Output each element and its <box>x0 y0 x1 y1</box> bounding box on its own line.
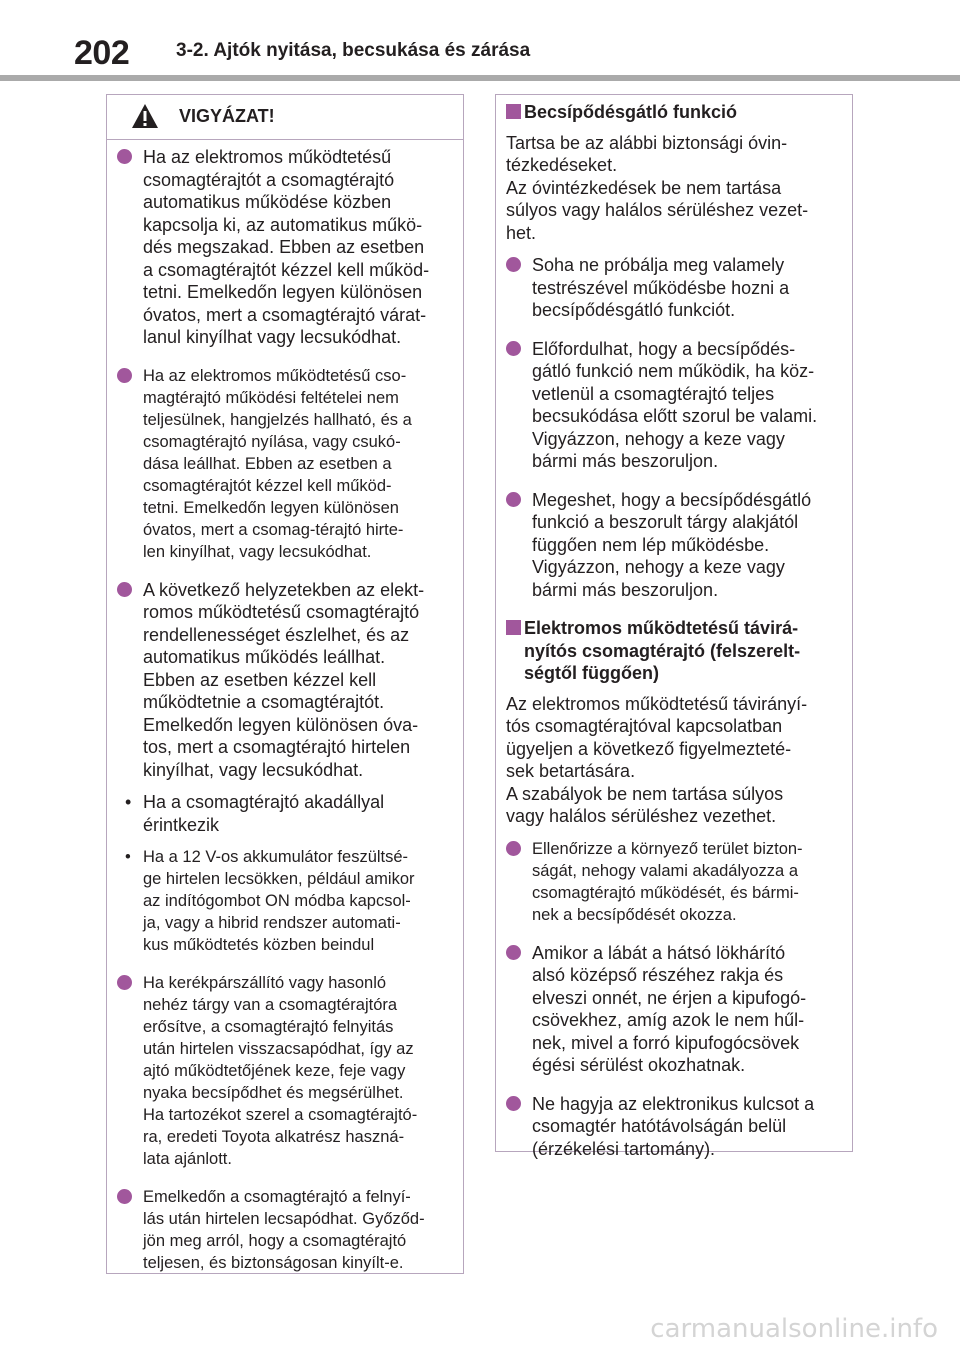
text-line: óvatos, mert a csomagtérajtó várat- <box>143 304 427 325</box>
text-line: testrészével működésbe hozni a <box>532 277 790 298</box>
bullet-icon <box>506 841 521 856</box>
text-line: csomagtérajtót kézzel kell működ- <box>143 476 392 495</box>
dash-item <box>117 791 449 836</box>
text-line: ügyeljen a következő figyelmezteté- <box>506 738 792 759</box>
caution-box <box>106 94 464 1274</box>
paragraph <box>506 693 838 828</box>
text-line: kus működtetés közben beindul <box>143 936 375 954</box>
section-title: 3-2. Ajtók nyitása, becsukása és zárása <box>176 40 531 61</box>
text-line: nek, mivel a forró kipufogócsövek <box>532 1032 800 1053</box>
text-line: automatikus működése közben <box>143 192 392 212</box>
text-line: Megeshet, hogy a becsípődésgátló <box>532 489 812 510</box>
text-line: kapcsolja ki, az automatikus műkö- <box>143 214 423 235</box>
text-line: Soha ne próbálja meg valamely <box>532 255 785 275</box>
text-line: tézkedéseket. <box>506 155 618 175</box>
text-line: lata ajánlott. <box>143 1150 232 1168</box>
text-line: A következő helyzetekben az elekt- <box>143 579 425 600</box>
list-item <box>506 338 838 473</box>
list-item <box>117 146 449 349</box>
text-line: Ha az elektromos működtetésű cso- <box>143 366 407 385</box>
text-line: Ha a 12 V-os akkumulátor feszültsé- <box>143 848 409 866</box>
text-line: csomagtér hatótávolságán belül <box>532 1116 787 1136</box>
text-line: égési sérülést okozhatnak. <box>532 1055 746 1075</box>
heading-text: Elektromos működtetésű távirá- <box>524 618 799 638</box>
text-line: jön meg arról, hogy a csomagtérajtó <box>143 1232 407 1250</box>
text-line: csövekhez, amíg azok le nem hűl- <box>532 1010 805 1030</box>
text-line: nehéz tárgy van a csomagtérajtóra <box>143 996 398 1014</box>
dash-bullet: • <box>125 848 131 866</box>
text-line: sek betartására. <box>506 761 636 781</box>
heading-text: nyítós csomagtérajtó (felszerelt- <box>524 640 801 661</box>
text-line: Emelkedőn a csomagtérajtó a felnyí- <box>143 1188 411 1206</box>
text-line: het. <box>506 222 537 243</box>
text-line: (érzékelési tartomány). <box>532 1138 716 1159</box>
text-line: vagy halálos sérüléshez vezethet. <box>506 806 777 826</box>
text-line: magtérajtó működési feltételei nem <box>143 388 399 407</box>
text-line: becsípődésgátló funkciót. <box>532 300 736 320</box>
text-line: Ellenőrizze a környező terület bizton- <box>532 839 803 858</box>
text-line: ajtó működtetőjének keze, feje vagy <box>143 1062 406 1080</box>
text-line: után hirtelen visszacsapódhat, így az <box>143 1040 414 1058</box>
list-item <box>117 365 449 563</box>
text-line: dása leállhat. Ebben az esetben a <box>143 454 392 473</box>
square-bullet-icon <box>506 104 521 119</box>
text-line: Ne hagyja az elektronikus kulcsot a <box>532 1093 815 1114</box>
list-item <box>506 838 838 926</box>
list-item <box>506 1093 838 1161</box>
text-line: súlyos vagy halálos sérüléshez vezet- <box>506 200 809 220</box>
text-line: Vigyázzon, nehogy a keze vagy <box>532 428 785 449</box>
text-line: Előfordulhat, hogy a becsípődés- <box>532 338 796 359</box>
text-line: csomagtérajtó nyílása, vagy csukó- <box>143 432 401 451</box>
text-line: érintkezik <box>143 814 220 835</box>
text-line: Ha az elektromos működtetésű <box>143 147 392 167</box>
text-line: Tartsa be az alábbi biztonsági óvin- <box>506 132 788 153</box>
caution-body <box>107 140 463 1274</box>
text-line: bármi más beszoruljon. <box>532 579 719 600</box>
bullet-icon <box>117 368 132 383</box>
text-line: dés megszakad. Ebben az esetben <box>143 237 425 257</box>
bullet-icon <box>506 341 521 356</box>
bullet-icon <box>506 1096 521 1111</box>
text-line: Az elektromos működtetésű távirányí- <box>506 693 808 714</box>
text-line: becsukódása előtt szorul be valami. <box>532 406 818 426</box>
bullet-icon <box>506 492 521 507</box>
heading-text: ségtől függően) <box>524 663 659 683</box>
list-item <box>506 254 838 322</box>
square-bullet-icon <box>506 620 521 635</box>
text-line: nyaka becsípődhet és megsérülhet. <box>143 1084 404 1102</box>
dash-bullet: • <box>125 792 132 812</box>
list-item <box>506 489 838 602</box>
text-line: Ha kerékpárszállító vagy hasonló <box>143 974 387 992</box>
list-item <box>506 942 838 1077</box>
text-line: ge hirtelen lecsökken, például amikor <box>143 870 415 888</box>
info-body <box>496 95 852 1160</box>
bullet-icon <box>506 257 521 272</box>
list-item <box>117 972 449 1170</box>
caution-header <box>107 95 463 140</box>
text-line: kinyílhat, vagy lecsukódhat. <box>143 759 364 780</box>
bullet-icon <box>117 1189 132 1204</box>
text-line: teljesülnek, hangjelzés hallható, és a <box>143 410 412 429</box>
text-line: lás után hirtelen lecsapódhat. Győződ- <box>143 1210 425 1228</box>
text-line: Vigyázzon, nehogy a keze vagy <box>532 557 785 577</box>
text-line: az indítógombot ON módba kapcsol- <box>143 892 411 910</box>
dash-item <box>117 846 449 956</box>
text-line: Ha a csomagtérajtó akadállyal <box>143 792 385 812</box>
text-line: rendellenességet észlelhet, és az <box>143 624 410 645</box>
text-line: len kinyílhat, vagy lecsukódhat. <box>143 542 372 561</box>
bullet-icon <box>117 582 132 597</box>
paragraph <box>506 132 838 245</box>
text-line: Ebben az esetben kézzel kell <box>143 669 377 690</box>
bullet-icon <box>117 149 132 164</box>
caution-title: VIGYÁZAT! <box>179 106 275 126</box>
info-box <box>495 94 853 1159</box>
text-line: gátló funkció nem működik, ha köz- <box>532 361 815 381</box>
subsection-heading <box>506 101 838 124</box>
text-line: tós csomagtérajtóval kapcsolatban <box>506 716 783 736</box>
text-line: nek a becsípődését okozza. <box>532 905 737 924</box>
watermark: carmanualsonline.info <box>650 1314 938 1344</box>
text-line: erősítve, a csomagtérajtó felnyitás <box>143 1018 394 1036</box>
text-line: csomagtérajtót a csomagtérajtó <box>143 169 395 190</box>
text-line: csomagtérajtó működését, és bármi- <box>532 883 799 902</box>
text-line: bármi más beszoruljon. <box>532 451 719 471</box>
list-item <box>117 579 449 782</box>
text-line: teljesen, és biztonságosan kinyílt-e. <box>143 1254 404 1272</box>
list-item <box>117 1186 449 1274</box>
warning-triangle-icon <box>131 103 159 129</box>
header-rule <box>0 75 960 81</box>
text-line: függően nem lép működésbe. <box>532 534 770 555</box>
text-line: ra, eredeti Toyota alkatrész haszná- <box>143 1128 405 1146</box>
text-line: a csomagtérajtót kézzel kell működ- <box>143 259 430 280</box>
text-line: Az óvintézkedések be nem tartása <box>506 177 782 198</box>
bullet-icon <box>506 945 521 960</box>
text-line: ságát, nehogy valami akadályozza a <box>532 861 798 880</box>
text-line: működtetnie a csomagtérajtót. <box>143 692 385 712</box>
text-line: Amikor a lábát a hátsó lökhárító <box>532 942 786 963</box>
text-line: ja, vagy a hibrid rendszer automati- <box>143 914 401 932</box>
text-line: lanul kinyílhat vagy lecsukódhat. <box>143 327 402 347</box>
text-line: A szabályok be nem tartása súlyos <box>506 783 784 804</box>
subsection-heading <box>506 617 838 685</box>
text-line: automatikus működés leállhat. <box>143 647 386 667</box>
text-line: tetni. Emelkedőn legyen különösen <box>143 498 399 517</box>
heading-text: Becsípődésgátló funkció <box>524 102 738 122</box>
text-line: vetlenül a csomagtérajtó teljes <box>532 383 775 404</box>
bullet-icon <box>117 975 132 990</box>
text-line: óvatos, mert a csomag-térajtó hirte- <box>143 520 404 539</box>
page-number: 202 <box>74 34 130 72</box>
text-line: tetni. Emelkedőn legyen különösen <box>143 282 423 302</box>
text-line: alsó középső részéhez rakja és <box>532 965 784 985</box>
text-line: Ha tartozékot szerel a csomagtérajtó- <box>143 1106 418 1124</box>
text-line: romos működtetésű csomagtérajtó <box>143 602 420 622</box>
text-line: Emelkedőn legyen különösen óva- <box>143 714 419 735</box>
text-line: tos, mert a csomagtérajtó hirtelen <box>143 737 411 757</box>
text-line: funkció a beszorult tárgy alakjától <box>532 512 799 532</box>
text-line: elveszi onnét, ne érjen a kipufogó- <box>532 987 807 1008</box>
